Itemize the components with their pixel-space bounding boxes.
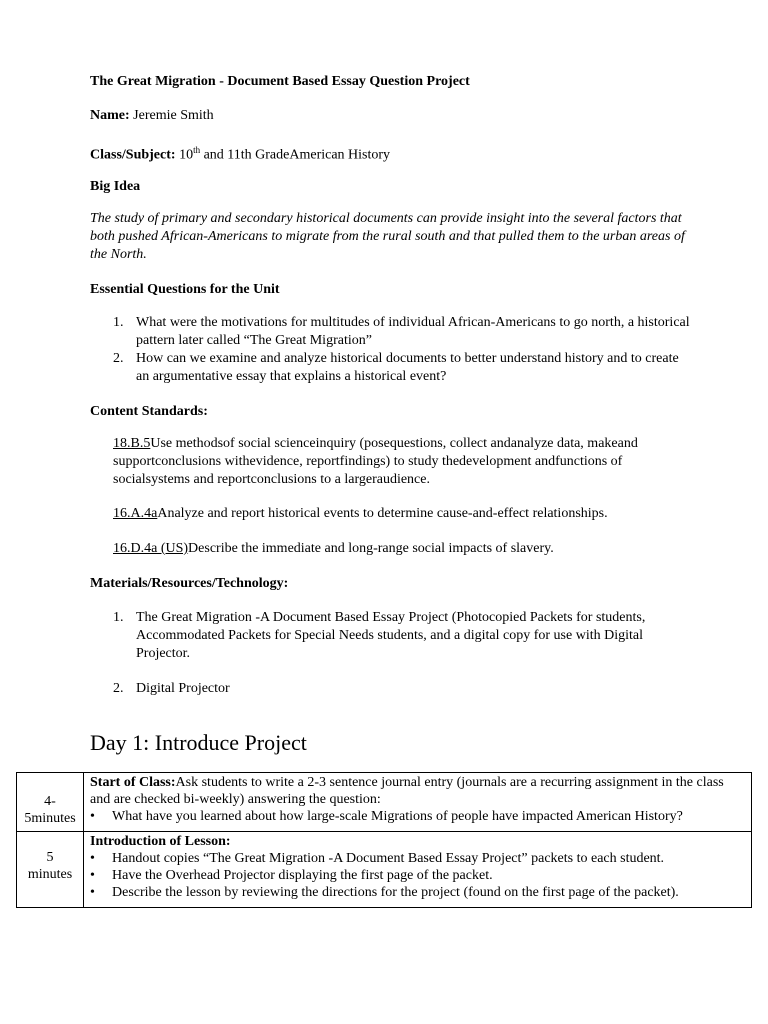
activity-intro <box>90 833 747 850</box>
time-cell <box>17 832 84 908</box>
big-idea-heading: Big Idea <box>90 179 141 194</box>
essential-questions-list <box>113 314 693 386</box>
standard-code-link[interactable]: 18.B.5 <box>113 436 151 451</box>
bullet-text: Describe the lesson by reviewing the directions for the project (found on the first page of the packet). <box>112 885 679 900</box>
class-subject-line <box>90 141 390 165</box>
lesson-plan-table <box>16 772 752 908</box>
bullet-item <box>90 867 747 884</box>
activity-cell <box>84 773 752 832</box>
list-item <box>113 350 693 386</box>
big-idea-text: The study of primary and secondary historical documents can provide insight into the several factors that both pushed African-Americans to migrate from the rural south and that pulled them to the urban areas of the North. <box>90 211 685 262</box>
activity-cell <box>84 832 752 908</box>
document-title: The Great Migration - Document Based Essay Question Project <box>90 74 470 89</box>
name-value: Jeremie Smith <box>129 108 214 123</box>
list-text: The Great Migration -A Document Based Essay Project (Photocopied Packets for students, Accommodated Packets for Special Needs students, and a digital copy for use with Digital Projector. <box>136 610 646 661</box>
standard-text: Analyze and report historical events to determine cause-and-effect relationships. <box>157 506 608 521</box>
activity-label: Introduction of Lesson: <box>90 834 231 849</box>
bullet-icon: • <box>90 868 95 883</box>
bullet-icon: • <box>90 885 95 900</box>
day1-heading: Day 1: Introduce Project <box>90 730 307 755</box>
name-label: Name: <box>90 108 130 123</box>
standard-text: Describe the immediate and long-range social impacts of slavery. <box>188 541 554 556</box>
name-line <box>90 106 214 125</box>
materials-heading: Materials/Resources/Technology: <box>90 576 289 591</box>
time-amount: 4- <box>44 794 56 809</box>
list-text: What were the motivations for multitudes of individual African-Americans to go north, a historical pattern later called “The Great Migration” <box>136 315 690 348</box>
list-number: 1. <box>113 610 124 625</box>
standard-item <box>113 505 673 523</box>
list-number: 2. <box>113 351 124 366</box>
bullet-text: What have you learned about how large-scale Migrations of people have impacted American History? <box>112 809 683 824</box>
activity-label: Start of Class: <box>90 775 176 790</box>
time-unit: minutes <box>27 867 73 882</box>
list-number: 1. <box>113 315 124 330</box>
class-subject-rest: and 11th GradeAmerican History <box>200 147 391 163</box>
materials-list <box>113 609 673 698</box>
list-item <box>113 314 693 350</box>
standard-item <box>113 540 673 558</box>
list-text: Digital Projector <box>136 681 230 696</box>
standard-text: Use methodsof social scienceinquiry (posequestions, collect andanalyze data, makeand supportconclusions withevidence, reportfindings) to study thedevelopment andfunctions of socialsystems and reportconclusions to a largeraudience. <box>113 436 638 487</box>
list-text: How can we examine and analyze historical documents to better understand history and to create an argumentative essay that explains a historical event? <box>136 351 679 384</box>
standard-code-link[interactable]: 16.D.4a (US) <box>113 541 189 556</box>
bullet-item <box>90 808 747 825</box>
standard-code-link[interactable]: 16.A.4a <box>113 506 158 521</box>
bullet-icon: • <box>90 851 95 866</box>
content-standards-heading: Content Standards: <box>90 404 208 419</box>
class-subject-sup: th <box>193 145 201 155</box>
bullet-item <box>90 850 747 867</box>
list-item <box>113 680 673 698</box>
activity-intro <box>90 774 747 808</box>
activity-intro-text: Ask students to write a 2-3 sentence journal entry (journals are a recurring assignment in the class and are checked bi-weekly) answering the question: <box>90 775 724 807</box>
table-row <box>17 832 752 908</box>
list-number: 2. <box>113 681 124 696</box>
bullet-text: Handout copies “The Great Migration -A Document Based Essay Project” packets to each student. <box>112 851 665 866</box>
time-cell <box>17 773 84 832</box>
bullet-item <box>90 884 747 901</box>
class-subject-label: Class/Subject: <box>90 147 176 163</box>
table-row <box>17 773 752 832</box>
bullet-text: Have the Overhead Projector displaying the first page of the packet. <box>112 868 493 883</box>
bullet-icon: • <box>90 809 95 824</box>
essential-questions-heading: Essential Questions for the Unit <box>90 282 280 297</box>
list-item <box>113 609 673 663</box>
class-subject-grade: 10 <box>175 147 194 163</box>
time-unit: 5minutes <box>24 811 76 826</box>
time-amount: 5 <box>46 850 54 865</box>
standard-item <box>113 435 673 489</box>
